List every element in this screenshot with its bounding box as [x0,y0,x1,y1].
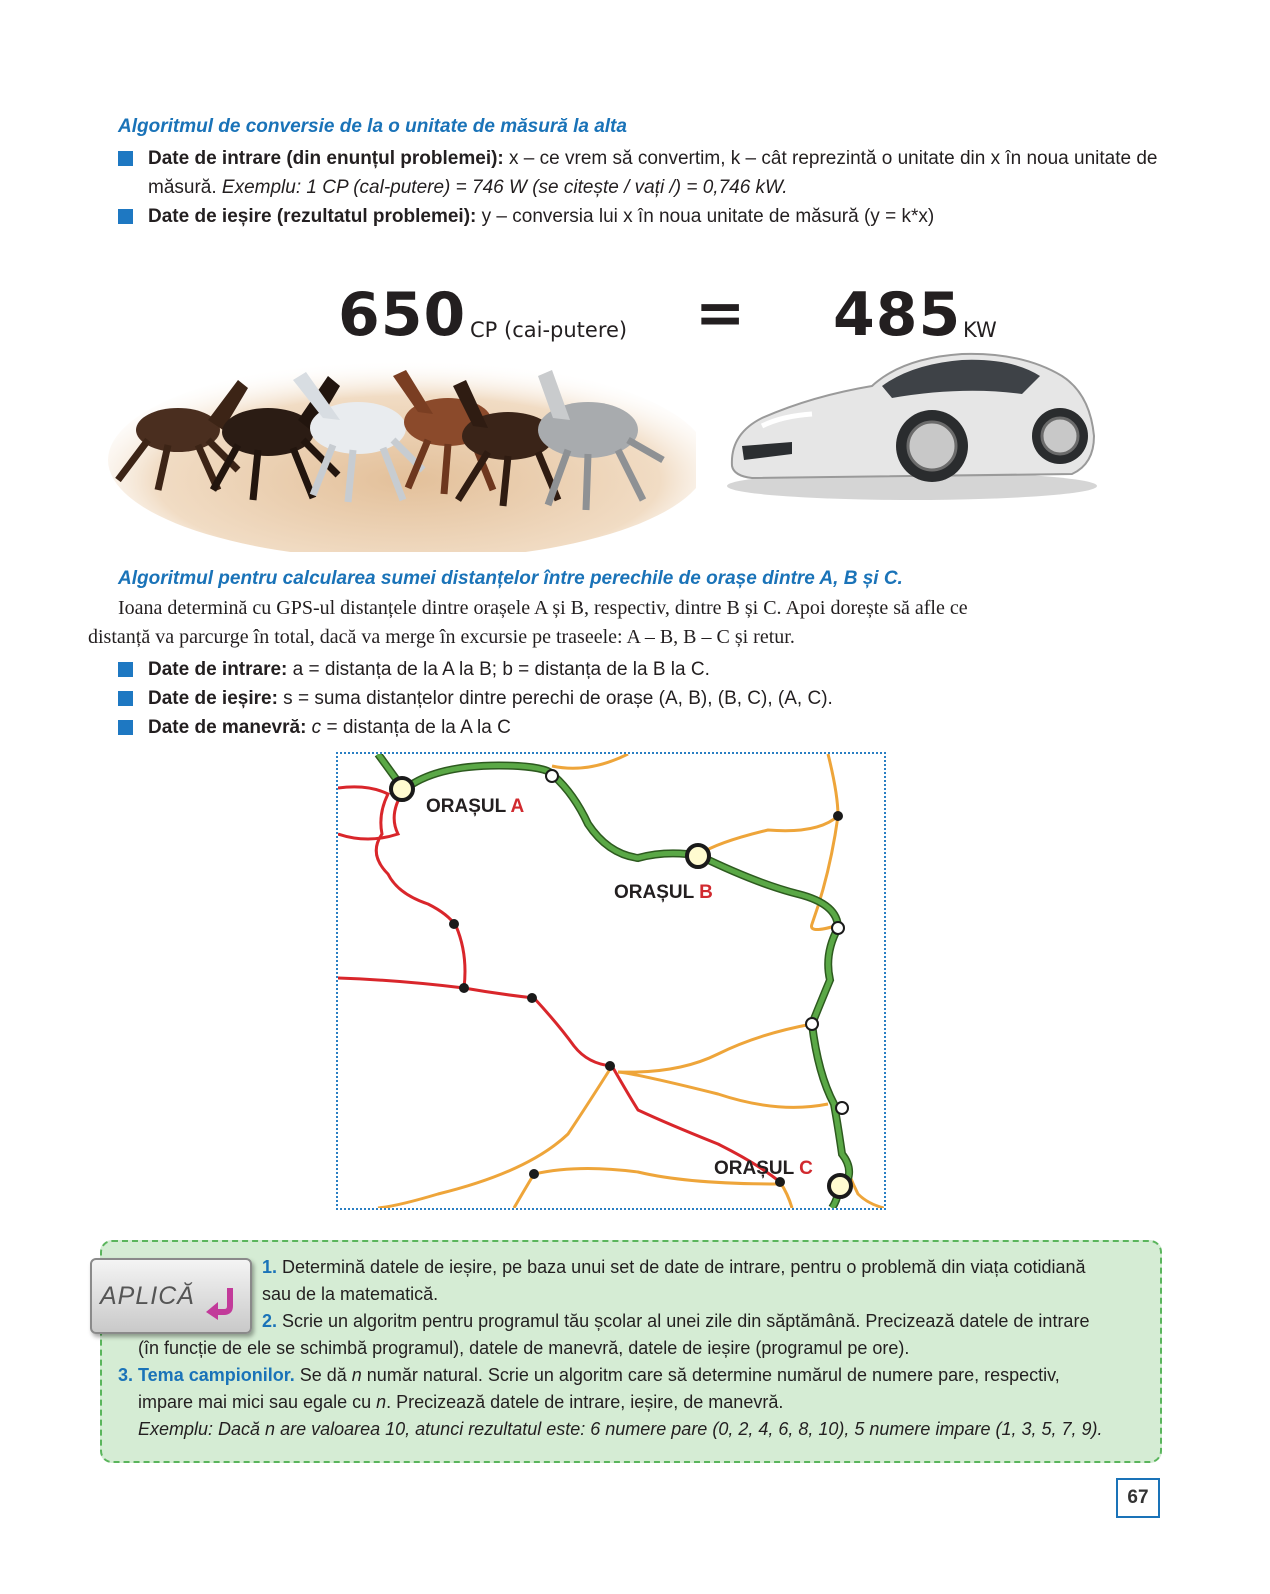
bullet-square-icon [118,662,133,677]
exercise-2-line1: 2. Scrie un algoritm pentru programul tău școlar al unei zile din săptămână. Precizează datele de intrare [262,1311,1090,1331]
section2-input-bullet [118,655,1168,684]
junction-dot [449,919,459,929]
output-text: s = suma distanțelor dintre perechi de orașe (A, B), (B, C), (A, C). [277,688,833,709]
input-label: Date de intrare: [148,659,288,680]
apply-tag-label: APLICĂ [100,1282,195,1310]
orange-road [514,1174,534,1208]
red-road [534,998,612,1066]
section1-output-bullet [118,202,1168,231]
output-text: y – conversia lui x în noua unitate de măsură (y = k*x) [476,206,935,227]
apply-tag [90,1258,252,1334]
exercise-1-line2: sau de la matematică. [262,1284,439,1304]
bullet-square-icon [118,720,133,735]
input-example: Exemplu: 1 CP (cal-putere) = 746 W (se citește / vați /) = 0,746 kW. [221,177,788,198]
junction-dot [527,993,537,1003]
exercise-2-line2: (în funcție de ele se schimbă programul), datele de manevră, datele de ieșire (programul pe ore). [138,1338,910,1358]
city-c-marker [829,1175,851,1197]
map-canvas [338,754,884,1208]
work-variable: c [306,717,322,738]
input-text: a = distanța de la A la B; b = distanța de la B la C. [287,659,710,680]
city-c-label: ORAȘUL C [714,1158,813,1179]
junction-dot [529,1169,539,1179]
equals-sign: = [695,278,747,348]
horsepower-value: 650 [338,280,467,350]
junction-dot [833,811,843,821]
input-label: Date de intrare (din enunțul problemei): [148,148,504,169]
red-road [338,787,465,988]
highway-node [836,1102,848,1114]
bullet-square-icon [118,691,133,706]
section2-paragraph-line1: Ioana determină cu GPS-ul distanțele dintre orașele A și B, respectiv, dintre B și C. Apoi dorește să afle ce [118,597,968,619]
orange-roads [378,754,884,1208]
section2-work-bullet [118,713,1168,742]
exercise-3-example: Exemplu: Dacă n are valoarea 10, atunci rezultatul este: 6 numere pare (0, 2, 4, 6, 8, 10), 5 numere impare (1, 3, 5, 7, 9). [138,1419,1103,1439]
orange-road [618,1072,828,1107]
bullet-square-icon [118,209,133,224]
horses-image [108,340,696,552]
bullet-square-icon [118,151,133,166]
section1-input-bullet [118,144,1168,202]
highway-node [546,770,558,782]
kilowatt-value: 485 [833,280,962,350]
page-number: 67 [1116,1478,1160,1518]
work-text: = distanța de la A la C [321,717,511,738]
city-a-marker [391,778,413,800]
city-a-label: ORAȘUL A [426,796,525,817]
section1-title: Algoritmul de conversie de la o unitate de măsură la alta [118,116,627,137]
input-text: x – ce vrem să convertim, k – cât reprezintă o unitate din x în noua unitate de măsură. [148,148,1158,198]
green-highway [378,754,849,1208]
section2-output-bullet [118,684,1168,713]
exercise-3-line2: impare mai mici sau egale cu n. Precizează datele de intrare, ieșire, de manevră. [138,1392,784,1412]
orange-road [552,754,628,768]
green-highway-outline [378,754,849,1208]
orange-road [700,754,838,854]
exercise-1-line1: 1. Determină datele de ieșire, pe baza unui set de date de intrare, pentru o problemă din viața cotidiană [262,1257,1086,1277]
horsepower-unit: CP (cai-putere) [470,318,628,342]
section2-title: Algoritmul pentru calcularea sumei distanțelor între perechile de orașe dintre A, B și C. [118,568,903,589]
output-label: Date de ieșire (rezultatul problemei): [148,206,477,227]
work-label: Date de manevră: [148,717,307,738]
orange-road [618,1024,812,1072]
red-road [338,978,534,998]
junction-dot [459,983,469,993]
highway-node [806,1018,818,1030]
highway-node [832,922,844,934]
kilowatt-unit: KW [963,318,997,342]
city-b-label: ORAȘUL B [614,882,713,903]
return-arrow-icon [204,1286,240,1320]
output-label: Date de ieșire: [148,688,278,709]
city-b-marker [687,845,709,867]
exercise-3-line1: 3. Tema campionilor. Se dă n număr natural. Scrie un algoritm care să determine numărul de numere pare, respectiv, [118,1365,1060,1385]
section2-paragraph-line2: distanță va parcurge în total, dacă va merge în excursie pe traseele: A – B, B – C și retur. [88,626,795,648]
junction-dot [605,1061,615,1071]
route-map [336,752,886,1210]
junctions [449,811,843,1187]
orange-road [378,1066,612,1208]
car-image [722,346,1102,502]
